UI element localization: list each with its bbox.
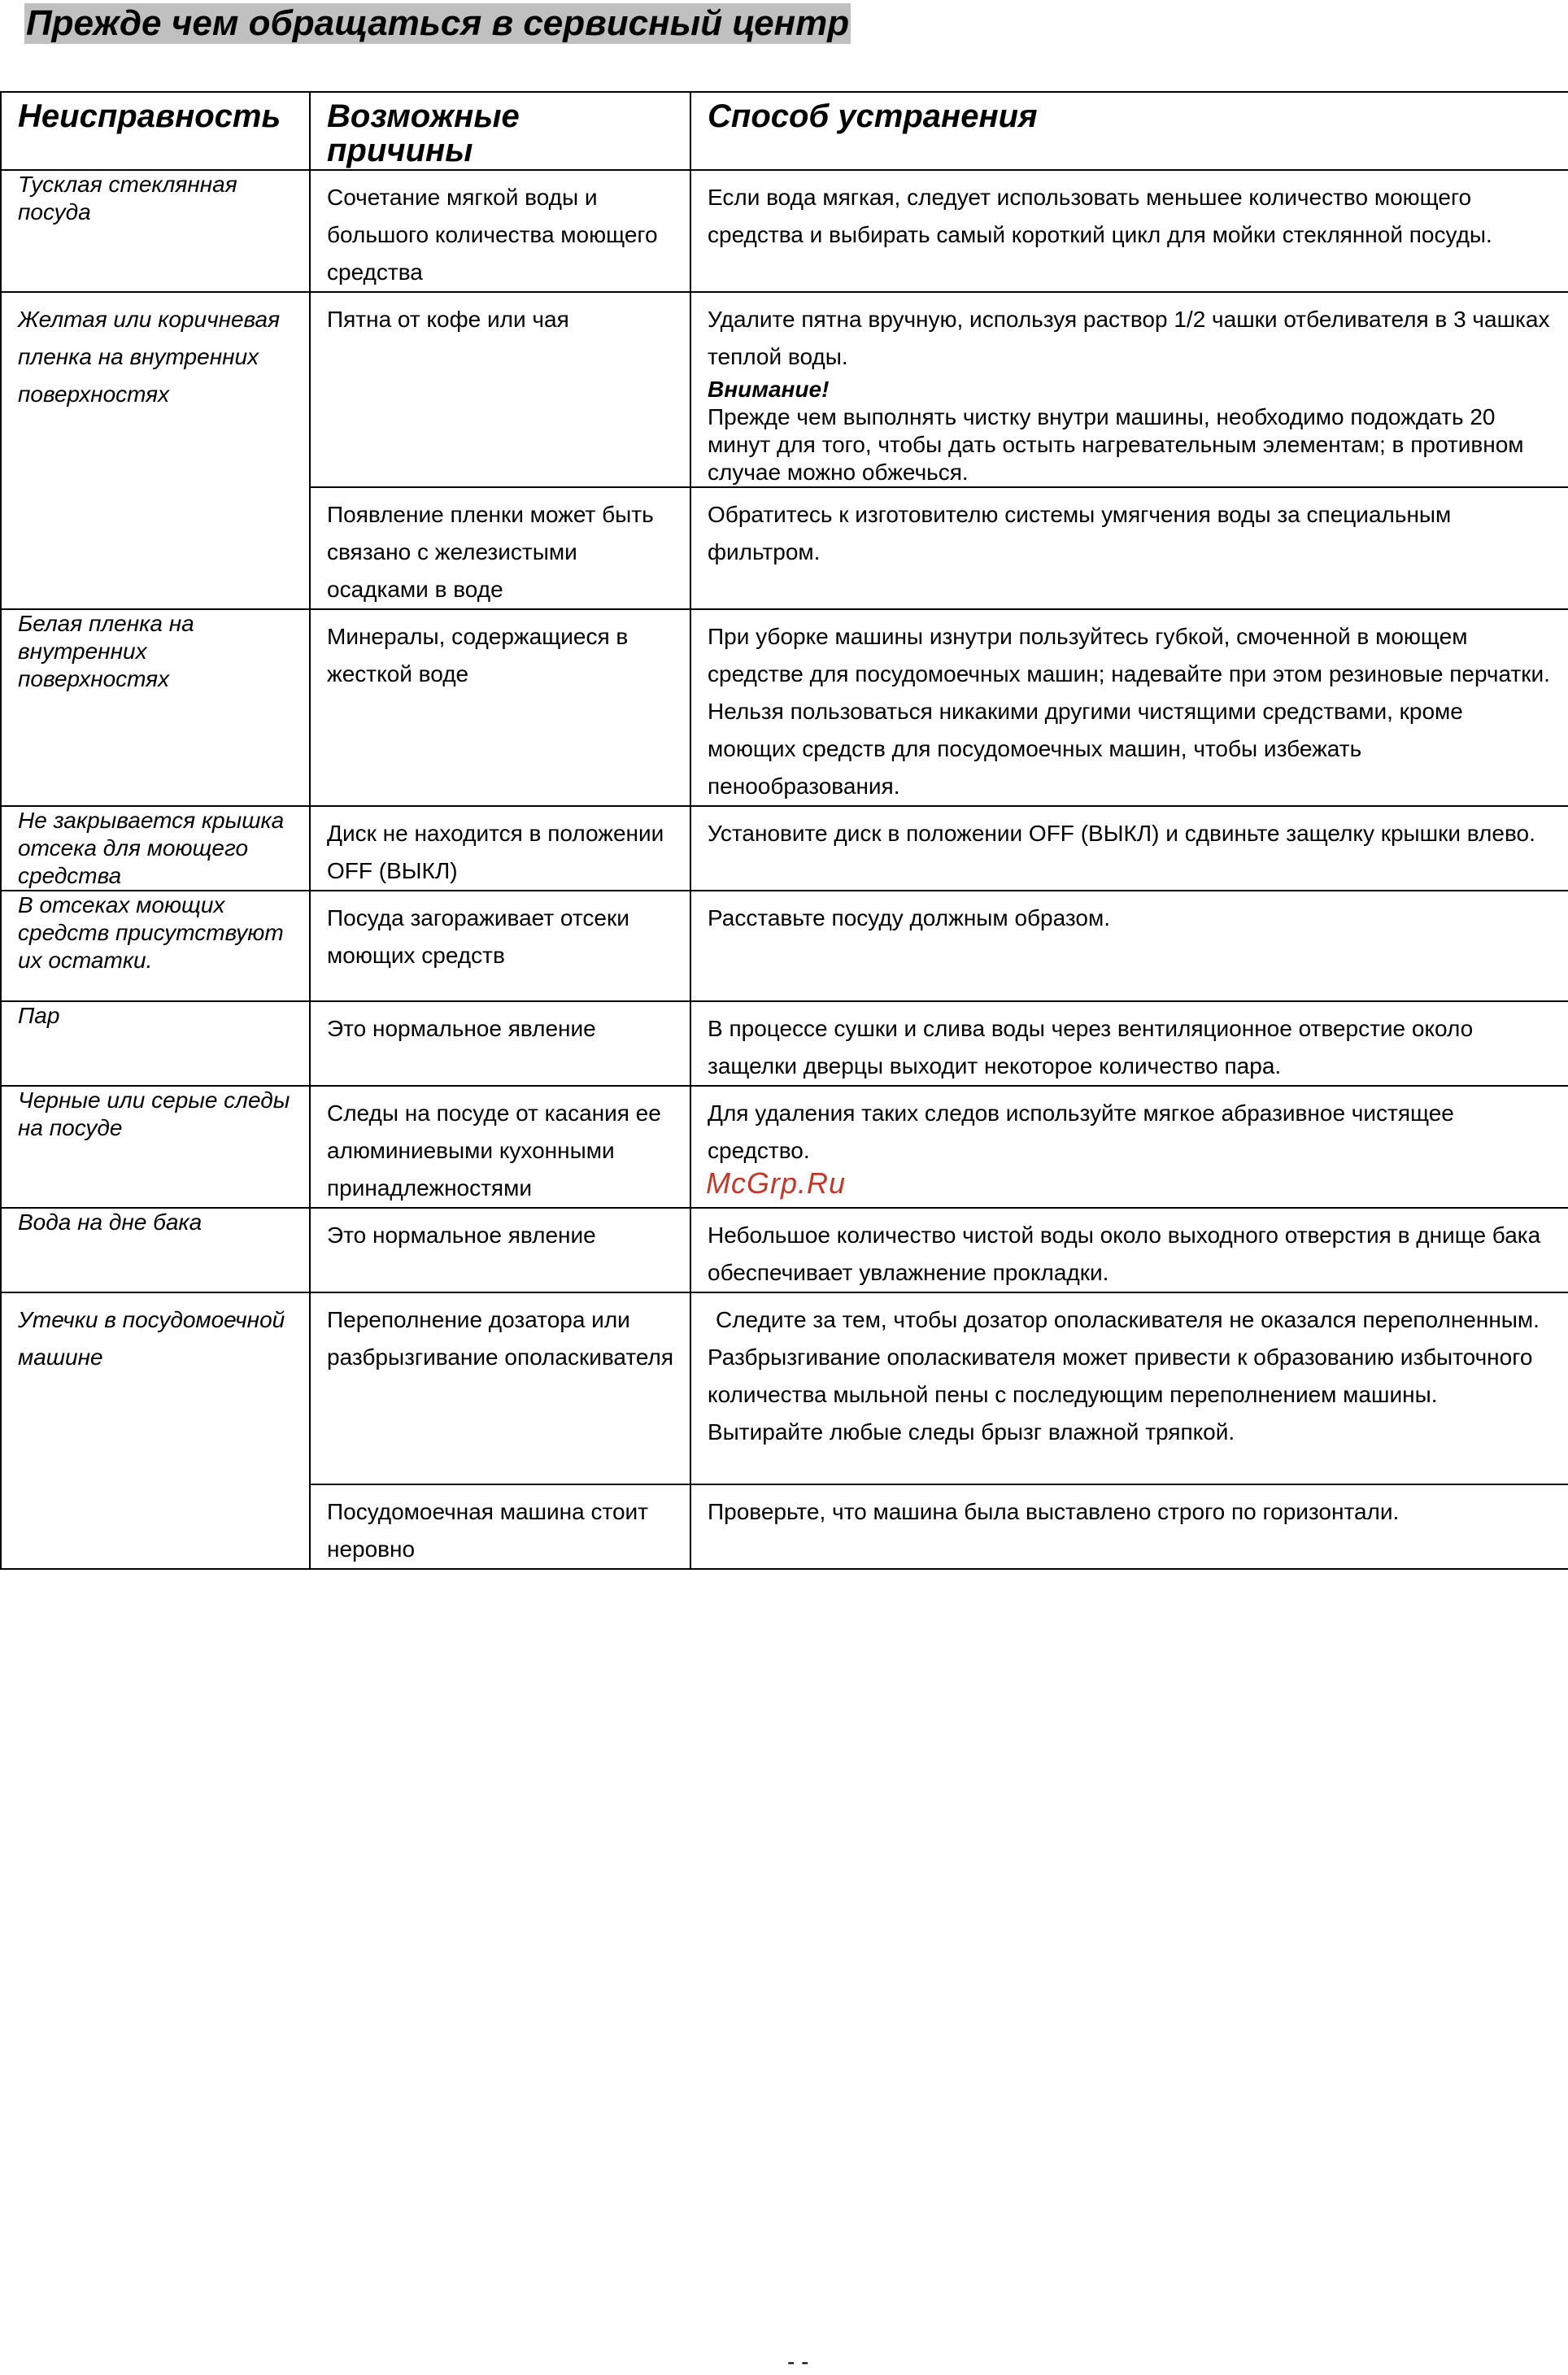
page-marker: - - xyxy=(787,2349,809,2374)
cause-cell: Переполнение дозатора или разбрызгивание ополаскивателя xyxy=(310,1292,690,1484)
fault-cell: Утечки в посудомоечной машине xyxy=(1,1292,310,1569)
table-row xyxy=(1,170,1568,292)
cause-cell: Посудомоечная машина стоит неровно xyxy=(310,1484,690,1569)
remedy-cell: Если вода мягкая, следует использовать меньшее количество моющего средства и выбирать самый короткий цикл для мойки стеклянной посуды. xyxy=(690,170,1568,292)
cause-cell: Диск не находится в положении OFF (ВЫКЛ) xyxy=(310,806,690,891)
remedy-cell: Удалите пятна вручную, используя раствор 1/2 чашки отбеливателя в 3 чашках теплой воды. Внимание! Прежде чем выполнять чистку внутри машины, необходимо подождать 20 минут для того, чтобы дать остыть нагревательным элементам; в противном случае можно обжечься. xyxy=(690,292,1568,487)
troubleshooting-table xyxy=(0,91,1568,1570)
table-header-row xyxy=(1,92,1568,170)
remedy-cell: Расставьте посуду должным образом. xyxy=(690,891,1568,1001)
table-row xyxy=(1,292,1568,487)
fault-cell: Не закрывается крышка отсека для моющего средства xyxy=(1,806,310,891)
fault-cell: Белая пленка на внутренних поверхностях xyxy=(1,609,310,806)
remedy-cell: Небольшое количество чистой воды около выходного отверстия в днище бака обеспечивает увлажнение прокладки. xyxy=(690,1208,1568,1292)
cause-cell: Следы на посуде от касания ее алюминиевыми кухонными принадлежностями xyxy=(310,1086,690,1208)
fault-cell: Черные или серые следы на посуде xyxy=(1,1086,310,1208)
cause-cell: Пятна от кофе или чая xyxy=(310,292,690,487)
table-row xyxy=(1,1292,1568,1484)
fault-cell: Желтая или коричневая пленка на внутренних поверхностях xyxy=(1,292,310,609)
table-row xyxy=(1,1001,1568,1086)
remedy-cell: В процессе сушки и слива воды через вентиляционное отверстие около защелки дверцы выходит некоторое количество пара. xyxy=(690,1001,1568,1086)
fault-cell: Тусклая стеклянная посуда xyxy=(1,170,310,292)
header-remedy: Способ устранения xyxy=(690,92,1568,170)
remedy-cell: Установите диск в положении OFF (ВЫКЛ) и сдвиньте защелку крышки влево. xyxy=(690,806,1568,891)
table-row xyxy=(1,1208,1568,1292)
remedy-cell: При уборке машины изнутри пользуйтесь губкой, смоченной в моющем средстве для посудомоечных машин; надевайте при этом резиновые перчатки. Нельзя пользоваться никакими другими чистящими средствами, кроме моющих средств для посудомоечных машин, чтобы избежать пенообразования. xyxy=(690,609,1568,806)
cause-cell: Появление пленки может быть связано с железистыми осадками в воде xyxy=(310,487,690,609)
cause-cell: Это нормальное явление xyxy=(310,1208,690,1292)
fault-cell: Вода на дне бака xyxy=(1,1208,310,1292)
table-row xyxy=(1,806,1568,891)
cause-cell: Минералы, содержащиеся в жесткой воде xyxy=(310,609,690,806)
page-title-wrap xyxy=(24,3,851,44)
header-fault: Неисправность xyxy=(1,92,310,170)
fault-cell: В отсеках моющих средств присутствуют их остатки. xyxy=(1,891,310,1001)
table-row xyxy=(1,609,1568,806)
cause-cell: Это нормальное явление xyxy=(310,1001,690,1086)
remedy-cell: Следите за тем, чтобы дозатор ополаскивателя не оказался переполненным. Разбрызгивание ополаскивателя может привести к образованию избыточного количества мыльной пены с последующим переполнением машины. Вытирайте любые следы брызг влажной тряпкой. xyxy=(690,1292,1568,1484)
remedy-cell: Обратитесь к изготовителю системы умягчения воды за специальным фильтром. xyxy=(690,487,1568,609)
remedy-cell: Проверьте, что машина была выставлено строго по горизонтали. xyxy=(690,1484,1568,1569)
attention-label: Внимание! xyxy=(708,377,830,402)
table-row xyxy=(1,891,1568,1001)
cause-cell: Сочетание мягкой воды и большого количества моющего средства xyxy=(310,170,690,292)
watermark-text: McGrp.Ru xyxy=(706,1166,847,1200)
attention-text: Прежде чем выполнять чистку внутри машины, необходимо подождать 20 минут для того, чтобы дать остыть нагревательным элементам; в противном случае можно обжечься. xyxy=(708,404,1524,485)
header-causes: Возможные причины xyxy=(310,92,690,170)
remedy-cell: Для удаления таких следов используйте мягкое абразивное чистящее средство. xyxy=(690,1086,1568,1208)
cause-cell: Посуда загораживает отсеки моющих средств xyxy=(310,891,690,1001)
page-title: Прежде чем обращаться в сервисный центр xyxy=(26,3,850,43)
fault-cell: Пар xyxy=(1,1001,310,1086)
